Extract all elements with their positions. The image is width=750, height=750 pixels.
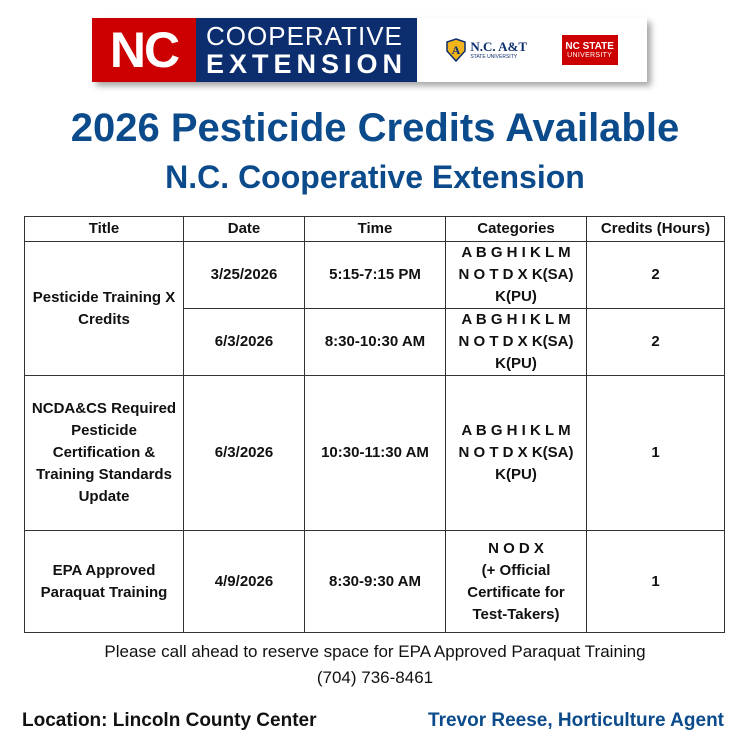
nc-aandt-logo <box>446 38 527 62</box>
course-time: 10:30-11:30 AM <box>305 376 446 531</box>
page-title: 2026 Pesticide Credits Available <box>70 106 680 150</box>
course-date: 6/3/2026 <box>184 376 305 531</box>
course-time: 5:15-7:15 PM <box>305 242 446 309</box>
cooperative-extension-box <box>196 18 417 82</box>
university-text: UNIVERSITY <box>567 51 613 59</box>
aandt-name: N.C. A&T <box>470 39 528 54</box>
reservation-note: Please call ahead to reserve space for EPA Approved Paraquat Training <box>104 642 646 661</box>
course-credits: 2 <box>587 242 725 309</box>
course-date: 3/25/2026 <box>184 242 305 309</box>
page-subtitle: N.C. Cooperative Extension <box>165 159 585 195</box>
course-title: NCDA&CS Required Pesticide Certification & Training Standards Update <box>25 376 184 531</box>
extension-banner <box>92 18 647 82</box>
course-categories: A B G H I K L M N O T D X K(SA) K(PU) <box>446 309 587 376</box>
agent-name: Trevor Reese, Horticulture Agent <box>428 710 724 731</box>
course-time: 8:30-9:30 AM <box>305 531 446 633</box>
course-categories: A B G H I K L M N O T D X K(SA) K(PU) <box>446 242 587 309</box>
header-title: Title <box>25 217 184 242</box>
partner-logos <box>417 18 647 82</box>
course-time: 8:30-10:30 AM <box>305 309 446 376</box>
location-text: Location: Lincoln County Center <box>22 710 317 731</box>
course-date: 4/9/2026 <box>184 531 305 633</box>
nc-state-text: NC STATE <box>565 40 614 52</box>
course-categories: A B G H I K L M N O T D X K(SA) K(PU) <box>446 376 587 531</box>
header-credits: Credits (Hours) <box>587 217 725 242</box>
course-credits: 1 <box>587 531 725 633</box>
aggie-shield-icon <box>446 38 466 62</box>
extension-text: EXTENSION <box>206 49 408 79</box>
course-credits: 1 <box>587 376 725 531</box>
table-header-row <box>25 217 725 242</box>
phone-number: (704) 736-8461 <box>316 668 434 687</box>
table-row <box>25 242 725 309</box>
course-title: EPA Approved Paraquat Training <box>25 531 184 633</box>
cooperative-text: COOPERATIVE <box>206 21 403 51</box>
nc-logo-box <box>92 18 196 82</box>
header-time: Time <box>305 217 446 242</box>
header-categories: Categories <box>446 217 587 242</box>
table-row <box>25 531 725 633</box>
course-date: 6/3/2026 <box>184 309 305 376</box>
nc-logo-text: NC <box>109 22 179 78</box>
aandt-subtitle: STATE UNIVERSITY <box>470 54 518 60</box>
table-row <box>25 376 725 531</box>
course-title: Pesticide Training X Credits <box>25 242 184 376</box>
svg-text:A: A <box>451 43 461 57</box>
course-credits: 2 <box>587 309 725 376</box>
credits-table <box>24 216 725 633</box>
nc-state-logo <box>562 35 618 65</box>
header-date: Date <box>184 217 305 242</box>
course-categories: N O D X (+ Official Certificate for Test-Takers) <box>446 531 587 633</box>
